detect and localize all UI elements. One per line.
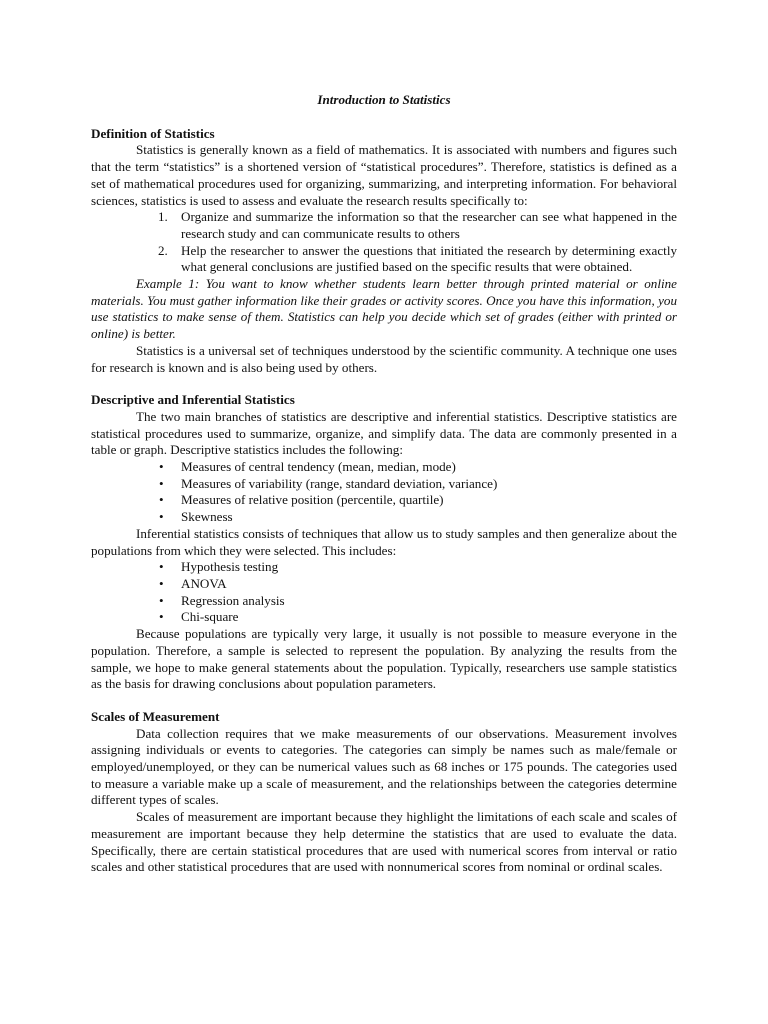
list-item-text: Help the researcher to answer the questions that initiated the research by determining exactly what general conclusions are justified based on the specific results that were obtained. <box>181 242 677 275</box>
paragraph: Statistics is a universal set of techniques understood by the scientific community. A technique one uses for research is known and is also being used by others. <box>91 342 677 375</box>
list-item <box>158 209 677 242</box>
list-item-text: Organize and summarize the information so that the researcher can see what happened in the research study and can communicate results to others <box>181 209 677 241</box>
bullet-list-descriptive <box>91 459 677 526</box>
list-item: • Skewness <box>181 509 677 526</box>
list-number: 1. <box>158 209 168 225</box>
numbered-list <box>91 209 677 276</box>
paragraph: Scales of measurement are important because they highlight the limitations of each scale and scales of measurement are important because they help determine the statistics that are used to evaluate the data. Specifically, there are certain statistical procedures that are used with numerical scores from interval or ratio scales and other statistical procedures that are used with nonnumerical scores from nominal or ordinal scales. <box>91 809 677 875</box>
section-spacer <box>91 693 677 709</box>
paragraph: Data collection requires that we make measurements of our observations. Measurement involves assigning individuals or events to categories. The categories can simply be names such as male/female or employed/unemployed, or they can be numerical values such as 68 inches or 175 pounds. The categories used to measure a variable make up a scale of measurement, and the relationships between the categories determine different types of scales. <box>91 725 677 808</box>
list-item: • Regression analysis <box>181 593 677 610</box>
paragraph: Inferential statistics consists of techniques that allow us to study samples and then generalize about the populations from which they were selected. This includes: <box>91 525 677 558</box>
bullet-list-inferential <box>91 559 677 626</box>
list-item: • Measures of variability (range, standard deviation, variance) <box>181 476 677 493</box>
section-heading-definition: Definition of Statistics <box>91 125 215 141</box>
list-number: 2. <box>158 242 168 258</box>
page-title: Introduction to Statistics <box>317 92 451 107</box>
list-item: • Measures of relative position (percentile, quartile) <box>181 492 677 509</box>
example-paragraph: Example 1: You want to know whether students learn better through printed material or online materials. You must gather information like their grades or activity scores. Once you have this information, you use statistics to make sense of them. Statistics can help you decide which set of grades (either with printed or online) is better. <box>91 276 677 342</box>
section-heading-descriptive-inferential: Descriptive and Inferential Statistics <box>91 392 295 408</box>
section-spacer <box>91 376 677 392</box>
paragraph: The two main branches of statistics are descriptive and inferential statistics. Descriptive statistics are statistical procedures used to summarize, organize, and simplify data. The data are commonly presented in a table or graph. Descriptive statistics includes the following: <box>91 408 677 458</box>
paragraph: Because populations are typically very large, it usually is not possible to measure everyone in the population. Therefore, a sample is selected to represent the population. By analyzing the results from the sample, we hope to make general statements about the population. Typically, researchers use sample statistics as the basis for drawing conclusions about population parameters. <box>91 626 677 692</box>
list-item: • Measures of central tendency (mean, median, mode) <box>181 459 677 476</box>
list-item: • Chi-square <box>181 609 677 626</box>
paragraph: Statistics is generally known as a field of mathematics. It is associated with numbers and figures such that the term “statistics” is a shortened version of “statistical procedures”. Therefore, statistics is defined as a set of mathematical procedures used for organizing, summarizing, and interpreting information. For behavioral sciences, statistics is used to assess and evaluate the research results specifically to: <box>91 142 677 208</box>
list-item <box>158 242 677 276</box>
list-item: • ANOVA <box>181 576 677 593</box>
section-heading-scales: Scales of Measurement <box>91 708 220 724</box>
list-item: • Hypothesis testing <box>181 559 677 576</box>
